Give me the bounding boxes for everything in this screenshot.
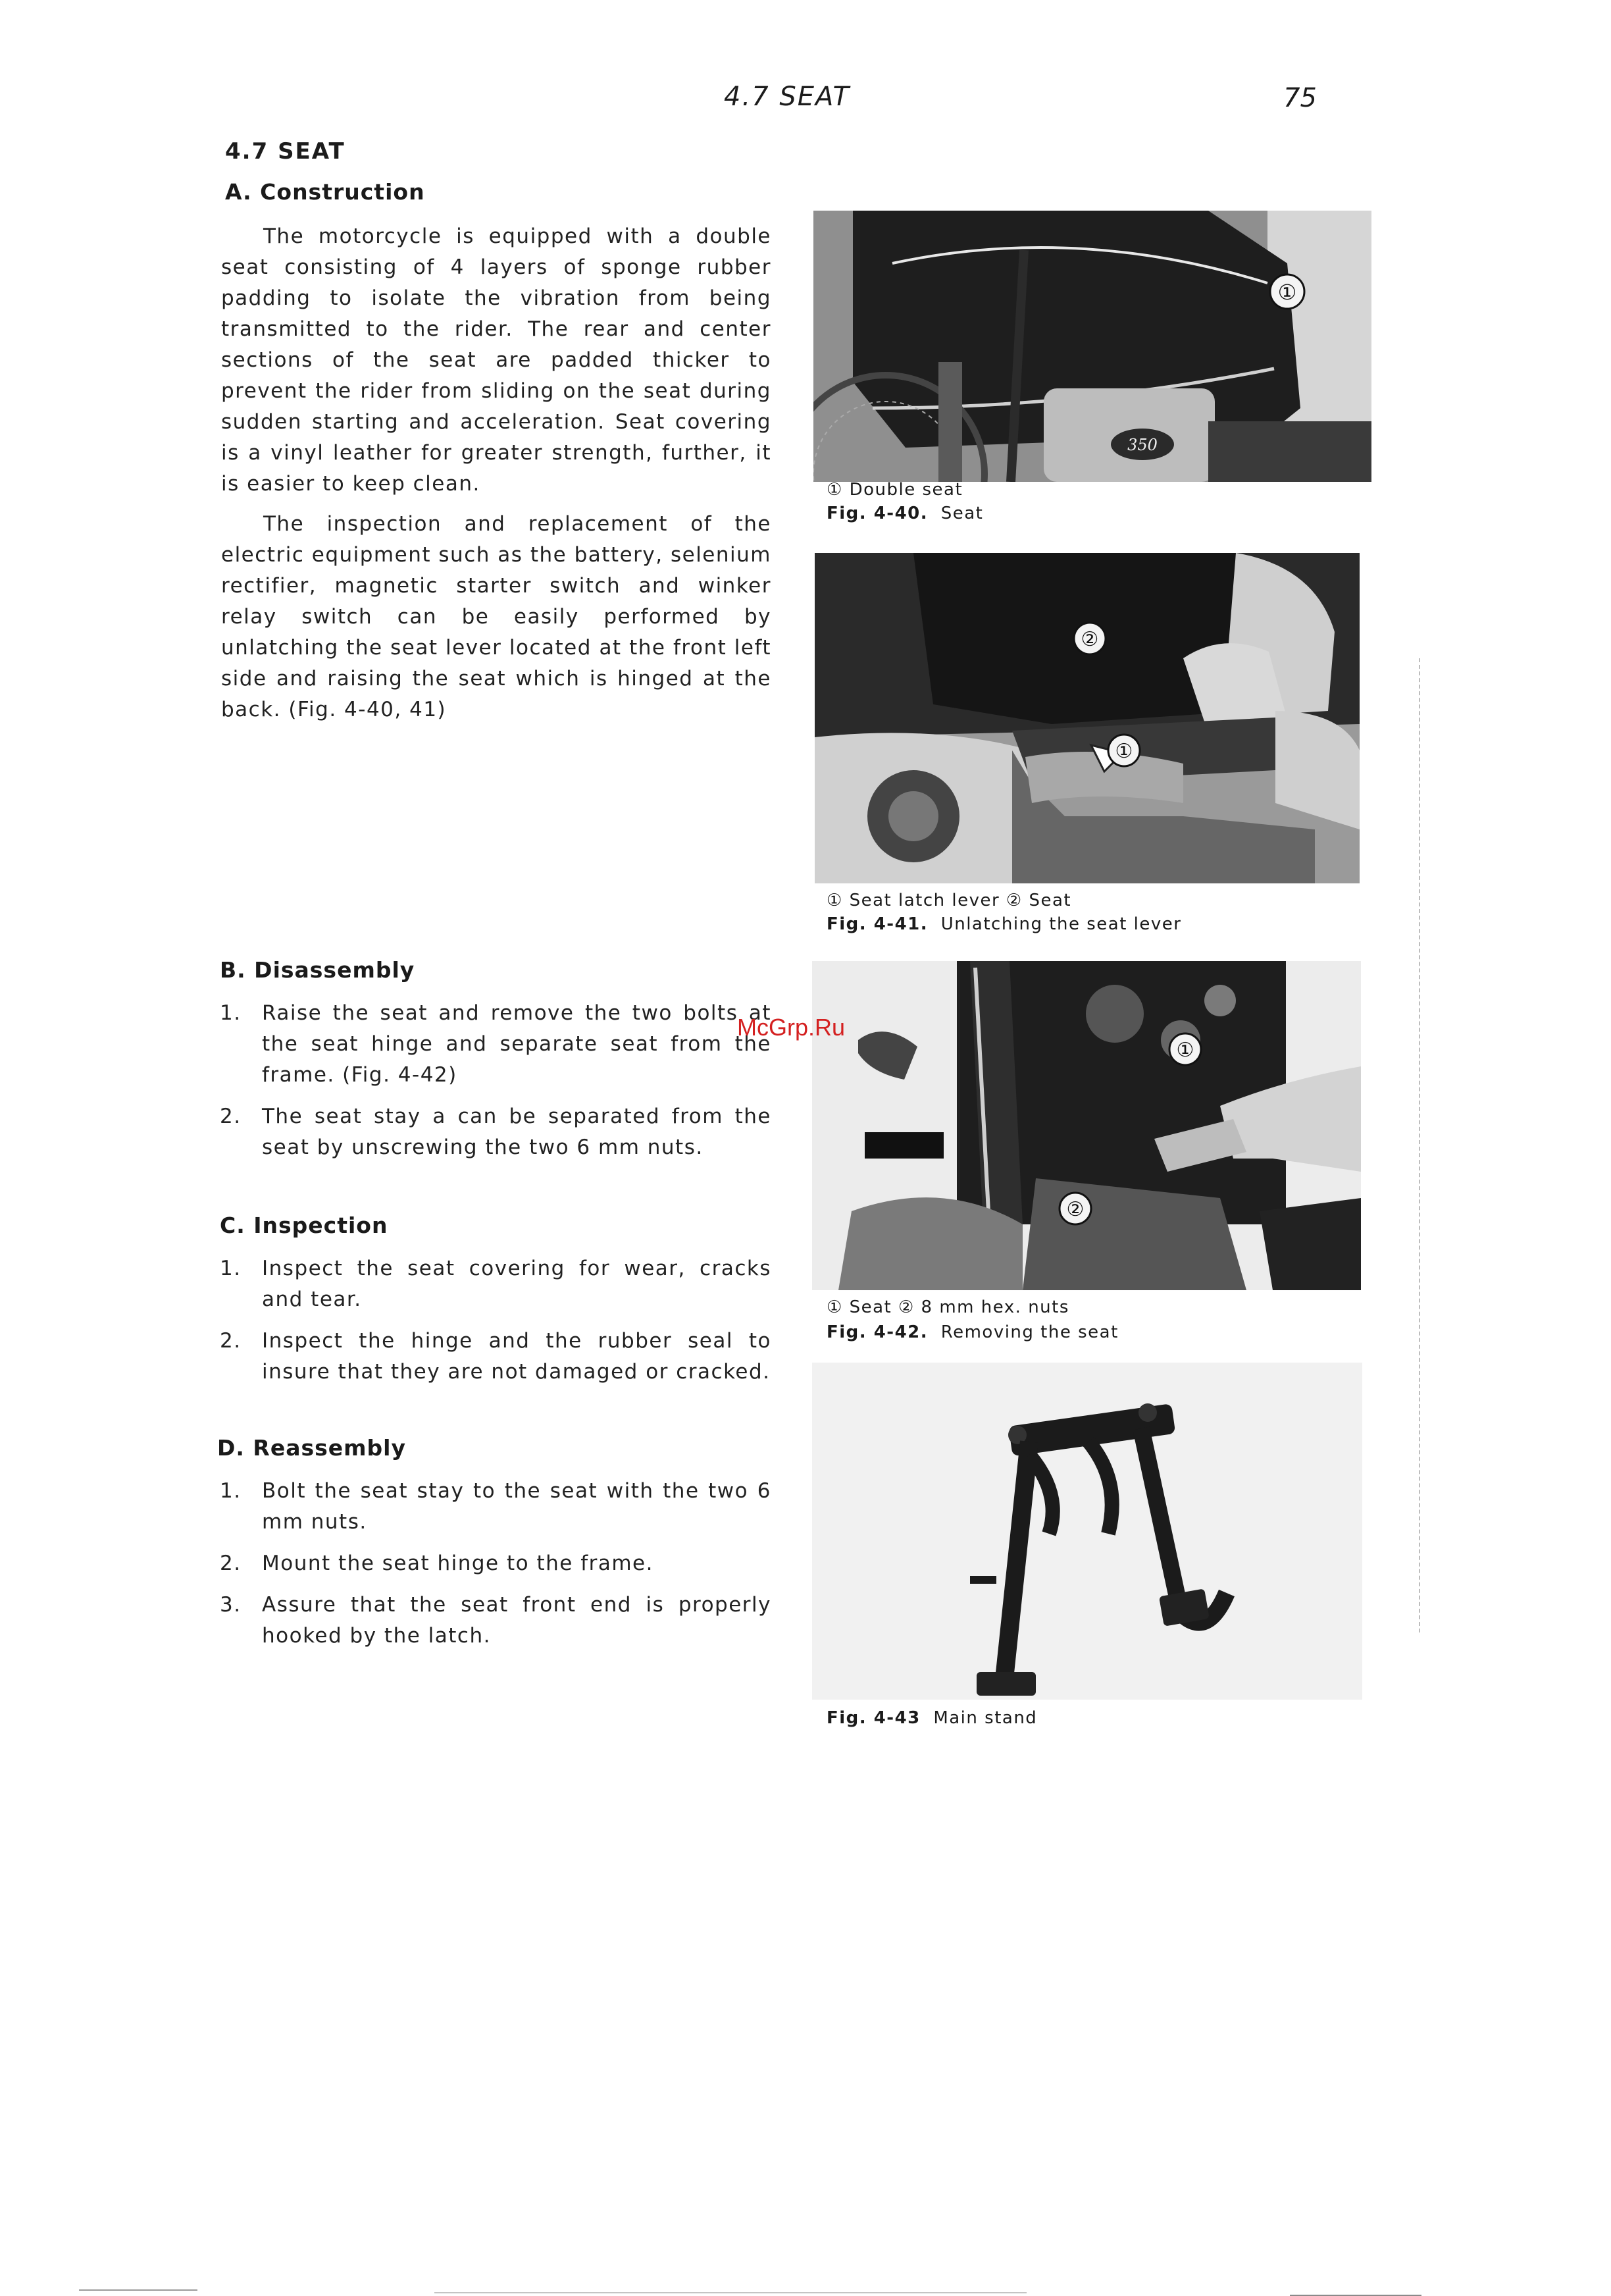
figure-caption-text: Seat bbox=[940, 504, 984, 523]
list-item-number: 1. bbox=[220, 1001, 242, 1025]
figure-caption-text: Main stand bbox=[933, 1708, 1038, 1728]
list-item bbox=[220, 1590, 771, 1652]
figure-4-43-photo bbox=[812, 1363, 1362, 1700]
section-title: 4.7 SEAT bbox=[225, 138, 345, 165]
scan-edge-line bbox=[1419, 658, 1421, 1632]
figure-4-40-legend: ① Double seat bbox=[827, 480, 963, 500]
figure-label: Fig. 4-42. bbox=[827, 1322, 929, 1342]
list-item bbox=[220, 1476, 771, 1538]
inspection-heading: C. Inspection bbox=[220, 1213, 388, 1238]
list-item-text: Bolt the seat stay to the seat with the two 6 mm nuts. bbox=[262, 1479, 771, 1534]
construction-paragraph-2: The inspection and replacement of the electric equipment such as the battery, selenium rectifier, magnetic starter switch and winker relay switch can be easily performed by unlatching the seat lever located at the front left side and raising the seat which is hinged at the back. (Fig. 4-40, 41) bbox=[221, 512, 771, 721]
figure-4-40-photo bbox=[813, 211, 1371, 482]
figure-label: Fig. 4-41. bbox=[827, 914, 929, 934]
reassembly-heading: D. Reassembly bbox=[217, 1435, 406, 1461]
construction-paragraph-1: The motorcycle is equipped with a double seat consisting of 4 layers of sponge rubber padding to isolate the vibration from being transmitted to the rider. The rear and center sections of the seat are padded thicker to prevent the rider from sliding on the seat during sudden starting and acceleration. Seat covering is a vinyl leather for greater strength, further, it is easier to keep clean. bbox=[221, 224, 771, 496]
figure-label: Fig. 4-40. bbox=[827, 504, 929, 523]
list-item-text: Assure that the seat front end is properly hooked by the latch. bbox=[262, 1593, 771, 1648]
scan-edge-line bbox=[434, 2292, 1027, 2293]
list-item-text: Raise the seat and remove the two bolts at the seat hinge and separate seat from the frame. (Fig. 4-42) bbox=[262, 1001, 771, 1087]
figure-4-41-caption bbox=[827, 912, 1181, 936]
list-item-number: 2. bbox=[220, 1552, 242, 1575]
list-item-text: The seat stay a can be separated from the seat by unscrewing the two 6 mm nuts. bbox=[262, 1105, 771, 1159]
disassembly-list bbox=[220, 998, 771, 1174]
list-item bbox=[220, 1253, 771, 1315]
inspection-list bbox=[220, 1253, 771, 1398]
reassembly-list bbox=[220, 1476, 771, 1662]
list-item bbox=[220, 1326, 771, 1388]
figure-caption-text: Removing the seat bbox=[940, 1322, 1119, 1342]
list-item-text: Inspect the seat covering for wear, cracks and tear. bbox=[262, 1257, 771, 1311]
figure-caption-text: Unlatching the seat lever bbox=[940, 914, 1182, 934]
scan-edge-line bbox=[79, 2289, 197, 2291]
list-item-number: 2. bbox=[220, 1329, 242, 1353]
figure-4-40-caption bbox=[827, 502, 983, 525]
figure-4-41-photo bbox=[815, 553, 1360, 883]
list-item bbox=[220, 1548, 771, 1579]
figure-label: Fig. 4-43 bbox=[827, 1708, 921, 1728]
construction-body bbox=[221, 221, 771, 725]
figure-4-42-caption bbox=[827, 1320, 1119, 1344]
disassembly-heading: B. Disassembly bbox=[220, 957, 415, 983]
list-item bbox=[220, 1101, 771, 1163]
figure-4-43-caption bbox=[827, 1706, 1037, 1730]
callout-marker: ① bbox=[1277, 280, 1297, 305]
list-item-number: 1. bbox=[220, 1257, 242, 1280]
watermark: McGrp.Ru bbox=[737, 1014, 846, 1041]
list-item-number: 2. bbox=[220, 1105, 242, 1128]
figure-4-42-legend: ① Seat ② 8 mm hex. nuts bbox=[827, 1297, 1069, 1317]
figure-4-41-legend: ① Seat latch lever ② Seat bbox=[827, 891, 1072, 910]
page-number: 75 bbox=[1283, 83, 1317, 113]
callout-marker: ① bbox=[1176, 1039, 1194, 1062]
running-title: 4.7 SEAT bbox=[724, 82, 850, 112]
list-item bbox=[220, 998, 771, 1091]
figure-4-40-badge: 350 bbox=[1127, 436, 1158, 454]
figure-4-42-photo bbox=[812, 961, 1361, 1290]
list-item-number: 3. bbox=[220, 1593, 242, 1617]
list-item-number: 1. bbox=[220, 1479, 242, 1503]
list-item-text: Inspect the hinge and the rubber seal to insure that they are not damaged or cracked. bbox=[262, 1329, 771, 1384]
callout-marker: ② bbox=[1081, 628, 1099, 651]
construction-heading: A. Construction bbox=[225, 179, 425, 205]
callout-marker: ② bbox=[1066, 1198, 1085, 1221]
list-item-text: Mount the seat hinge to the frame. bbox=[262, 1552, 653, 1575]
callout-marker: ① bbox=[1115, 740, 1133, 763]
